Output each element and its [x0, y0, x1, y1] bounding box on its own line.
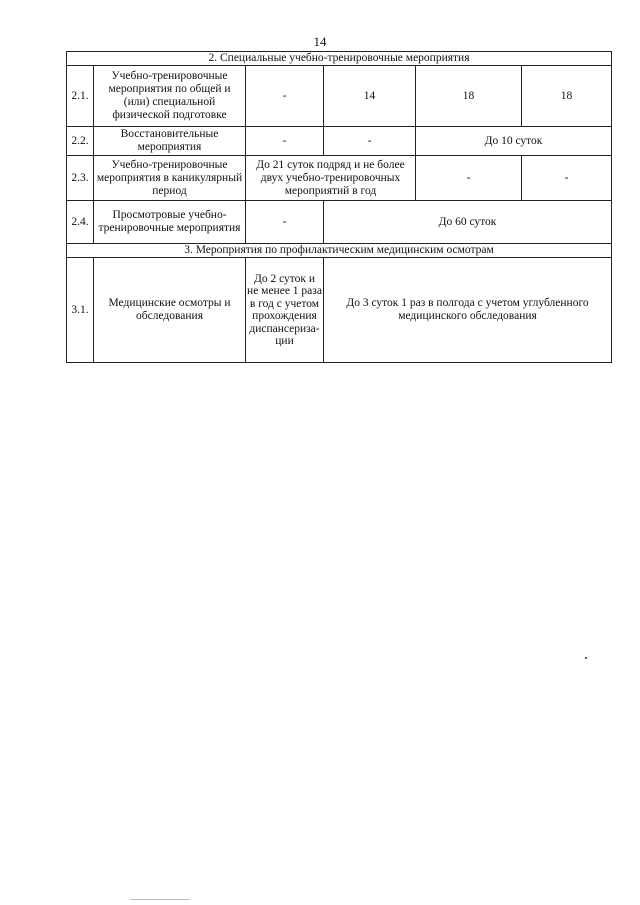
row-number: 2.2.	[67, 127, 94, 156]
scan-speck	[585, 657, 587, 659]
cell-value: -	[522, 156, 612, 201]
cell-value: До 10 суток	[416, 127, 612, 156]
cell-value: -	[246, 127, 324, 156]
table-row	[67, 127, 612, 156]
event-name: Просмотровые учебно-тренировочные мероприятия	[94, 201, 246, 244]
table-row	[67, 201, 612, 244]
event-name: Учебно-тренировочные мероприятия по общей и (или) специальной физической подготовке	[94, 66, 246, 127]
section-header-row	[67, 52, 612, 66]
cell-value: До 2 суток и не менее 1 раза в год с учетом прохождения диспансериза-ции	[246, 258, 324, 363]
training-events-table	[66, 51, 612, 363]
table-row	[67, 66, 612, 127]
cell-value: До 60 суток	[324, 201, 612, 244]
section-header-row	[67, 244, 612, 258]
row-number: 2.4.	[67, 201, 94, 244]
table-row	[67, 156, 612, 201]
cell-value: 18	[522, 66, 612, 127]
event-name: Медицинские осмотры и обследования	[94, 258, 246, 363]
row-number: 2.3.	[67, 156, 94, 201]
section-2-title: 2. Специальные учебно-тренировочные мероприятия	[67, 52, 612, 66]
row-number: 3.1.	[67, 258, 94, 363]
page-number: 14	[313, 34, 327, 49]
cell-value: -	[246, 66, 324, 127]
event-name: Восстановительные мероприятия	[94, 127, 246, 156]
cell-value: -	[246, 201, 324, 244]
cell-value: -	[416, 156, 522, 201]
row-number: 2.1.	[67, 66, 94, 127]
cell-value: До 21 суток подряд и не более двух учебно-тренировочных мероприятий в год	[246, 156, 416, 201]
table-row	[67, 258, 612, 363]
cell-value: 18	[416, 66, 522, 127]
cell-value: До 3 суток 1 раз в полгода с учетом углубленного медицинского обследования	[324, 258, 612, 363]
section-3-title: 3. Мероприятия по профилактическим медицинским осмотрам	[67, 244, 612, 258]
scan-artifact-line	[130, 899, 190, 900]
cell-value: 14	[324, 66, 416, 127]
event-name: Учебно-тренировочные мероприятия в каникулярный период	[94, 156, 246, 201]
cell-value: -	[324, 127, 416, 156]
